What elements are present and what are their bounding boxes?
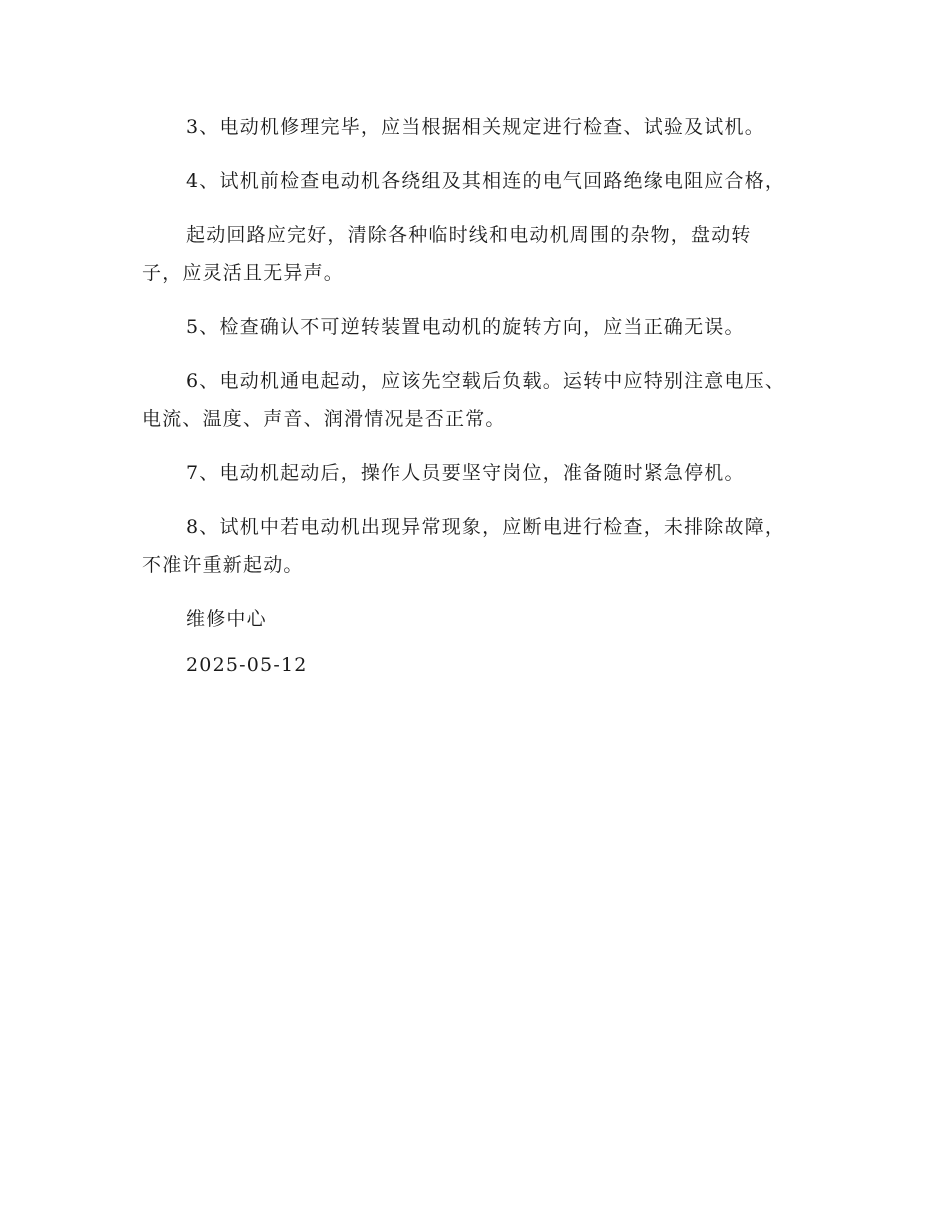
paragraph-item-4: 4、试机前检查电动机各绕组及其相连的电气回路绝缘电阻应合格， — [186, 170, 786, 192]
paragraph-item-8: 8、试机中若电动机出现异常现象，应断电进行检查，未排除故障，不准许重新起动。 — [142, 516, 786, 576]
paragraph-item-3: 3、电动机修理完毕，应当根据相关规定进行检查、试验及试机。 — [186, 116, 765, 138]
paragraph-item-6: 6、电动机通电起动，应该先空载后负载。运转中应特别注意电压、电流、温度、声音、润滑情况是否正常。 — [142, 370, 786, 430]
paragraph-item-7: 7、电动机起动后，操作人员要坚守岗位，准备随时紧急停机。 — [186, 462, 745, 484]
signature-organization: 维修中心 — [186, 608, 267, 630]
document-body — [142, 108, 790, 692]
paragraph-item-5: 5、检查确认不可逆转装置电动机的旋转方向，应当正确无误。 — [186, 316, 745, 338]
paragraph-item-4-continued: 起动回路应完好，清除各种临时线和电动机周围的杂物，盘动转子，应灵活且无异声。 — [142, 224, 752, 284]
signature-date: 2025-05-12 — [186, 654, 308, 676]
